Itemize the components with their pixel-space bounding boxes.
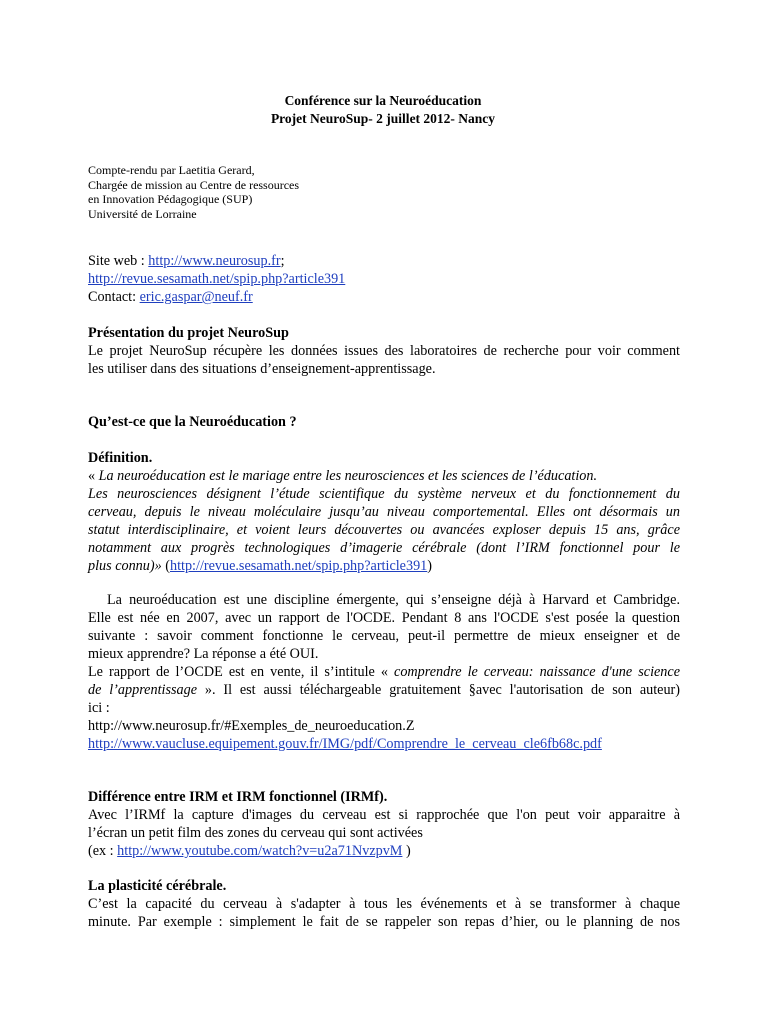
ocde-report-link[interactable]: http://www.vaucluse.equipement.gouv.fr/IMG/pdf/Comprendre_le_cerveau_cle6fb68c.pdf [88, 736, 602, 752]
youtube-link[interactable]: http://www.youtube.com/watch?v=u2a71NvzpvM [117, 843, 403, 859]
definition-line-4: statut interdisciplinaire, et voient leurs découvertes ou avancées exploser depuis 15 ans, grâce [88, 522, 680, 538]
site-web-label: Site web : [88, 253, 149, 269]
definition-open-quote: « [88, 468, 99, 484]
irm-line-2: l’écran un petit film des zones du cerveau qui sont activées [88, 825, 423, 841]
author-block [88, 163, 299, 221]
presentation-line-2: les utiliser dans des situations d’enseignement-apprentissage. [88, 361, 436, 377]
body-line-2: Elle est née en 2007, avec un rapport de l'OCDE. Pendant 8 ans l'OCDE s'est posée la question [88, 610, 680, 626]
site-web-link[interactable]: http://www.neurosup.fr [148, 253, 281, 269]
irm-example-close: ) [402, 843, 411, 859]
contact-line [88, 288, 680, 306]
title-line-2: Projet NeuroSup- 2 juillet 2012- Nancy [270, 111, 496, 126]
plasticite-section [88, 877, 680, 931]
body-line-3: suivante : savoir comment fonctionne le cerveau, peut-il permettre de mieux enseigner et de [88, 628, 680, 644]
article-link[interactable]: http://revue.sesamath.net/spip.php?article391 [88, 271, 346, 287]
contact-block [88, 252, 680, 306]
definition-line-5: notamment aux progrès technologiques d’imagerie cérébrale (dont l’IRM fonctionnel pour le [88, 540, 680, 556]
author-line-4: Université de Lorraine [88, 206, 197, 221]
plasticite-heading: La plasticité cérébrale. [88, 878, 227, 894]
author-line-3: en Innovation Pédagogique (SUP) [88, 192, 253, 206]
definition-line-1 [88, 467, 680, 485]
body-line-9 [88, 735, 680, 753]
definition-source-link[interactable]: http://revue.sesamath.net/spip.php?article391 [169, 558, 428, 574]
body-line-6-italic: de l’apprentissage [88, 682, 197, 698]
definition-line-6-text: plus connu)» [88, 558, 162, 574]
definition-source-close: ) [427, 558, 432, 574]
irm-example-open: (ex : [88, 843, 118, 859]
definition-source-open: ( [161, 558, 170, 574]
presentation-heading: Présentation du projet NeuroSup [88, 325, 289, 341]
document-title [88, 92, 678, 128]
body-line-8: http://www.neurosup.fr/#Exemples_de_neuroeducation.Z [88, 718, 415, 734]
neuroeducation-body [88, 591, 680, 753]
presentation-section [88, 324, 680, 378]
contact-email-link[interactable]: eric.gaspar@neuf.fr [139, 289, 253, 305]
body-line-1: La neuroéducation est une discipline émergente, qui s’enseigne déjà à Harvard et Cambridge. [107, 592, 680, 608]
body-line-4: mieux apprendre? La réponse a été OUI. [88, 646, 319, 662]
body-line-5 [88, 663, 680, 681]
body-line-7: ici : [88, 700, 110, 716]
definition-line-3: cerveau, depuis le niveau moléculaire jusqu’au niveau comportemental. Elles ont désormais un [88, 504, 680, 520]
plasticite-line-1: C’est la capacité du cerveau à s'adapter à tous les événements et à se transformer à chaque [88, 896, 680, 912]
irm-section [88, 788, 680, 860]
irm-line-1: Avec l’IRMf la capture d'images du cerveau est si rapprochée que l'on peut voir apparaitre à [88, 807, 680, 823]
body-line-6 [88, 681, 680, 699]
definition-line-1-text: La neuroéducation est le mariage entre les neurosciences et les sciences de l’éducation. [98, 468, 598, 484]
plasticite-line-2: minute. Par exemple : simplement le fait de se rappeler son repas d’hier, ou le planning de nos [88, 914, 680, 930]
author-line-2: Chargée de mission au Centre de ressources [88, 177, 300, 192]
title-line-1: Conférence sur la Neuroéducation [284, 93, 482, 108]
contact-label: Contact: [88, 289, 140, 305]
body-line-5-italic: comprendre le cerveau: naissance d'une science [394, 664, 680, 680]
definition-line-6 [88, 557, 680, 575]
question-heading: Qu’est-ce que la Neuroéducation ? [88, 414, 297, 430]
presentation-line-1: Le projet NeuroSup récupère les données issues des laboratoires de recherche pour voir comment [88, 343, 680, 359]
author-line-1: Compte-rendu par Laetitia Gerard, [88, 163, 255, 177]
body-line-5-start: Le rapport de l’OCDE est en vente, il s’intitule « [88, 664, 395, 680]
question-section [88, 413, 680, 431]
body-line-6-rest: ». Il est aussi téléchargeable gratuitement §avec l'autorisation de son auteur) [197, 682, 680, 698]
irm-heading: Différence entre IRM et IRM fonctionnel (IRMf). [88, 789, 388, 805]
irm-line-3 [88, 842, 680, 860]
definition-line-2: Les neurosciences désignent l’étude scientifique du système nerveux et du fonctionnement du [88, 486, 680, 502]
article-link-line [88, 270, 680, 288]
definition-heading: Définition. [88, 450, 153, 466]
definition-section [88, 449, 680, 575]
site-web-line [88, 252, 680, 270]
site-web-suffix: ; [280, 253, 285, 269]
